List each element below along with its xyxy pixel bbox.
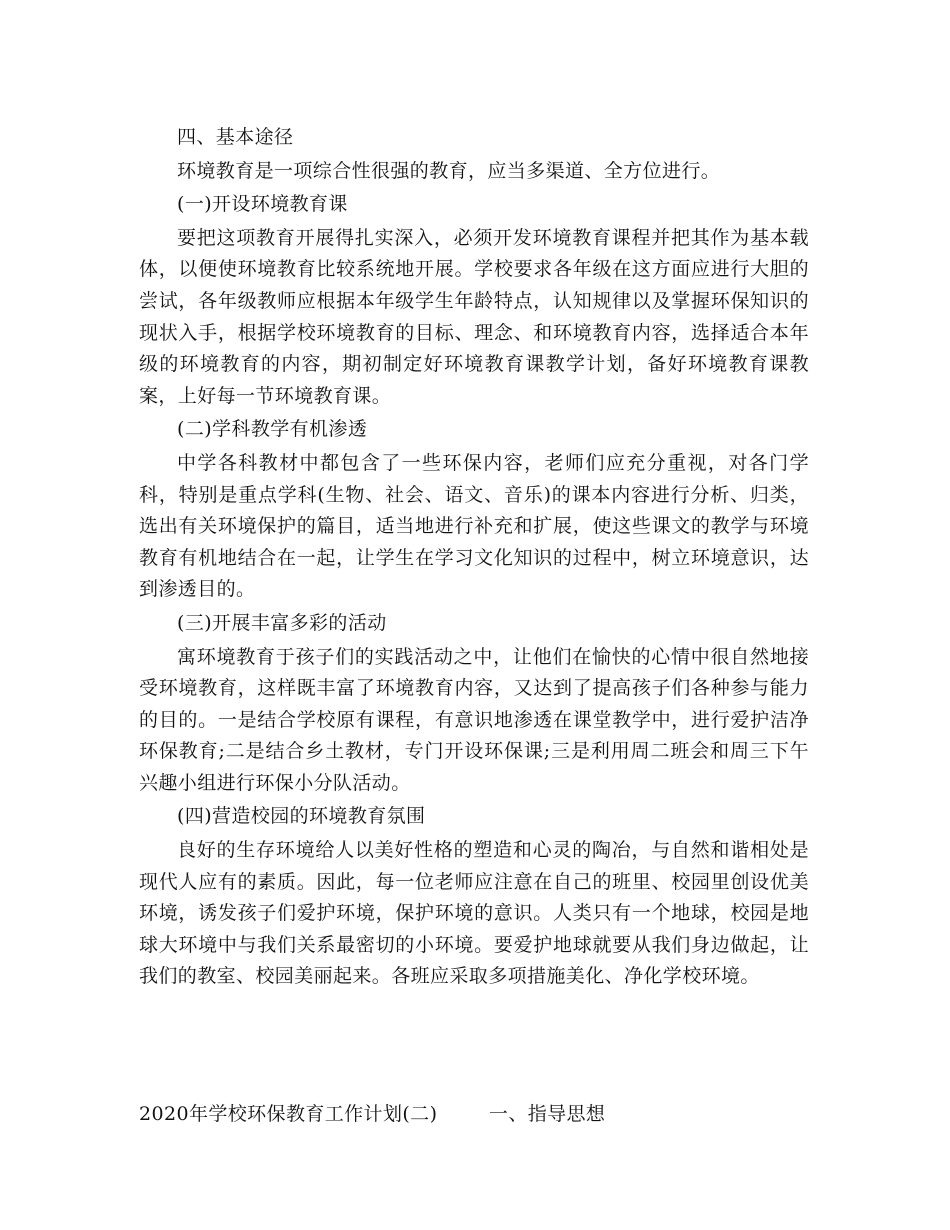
subheading-subject-integration: (二)学科教学有机渗透 [177,418,368,441]
subheading-environment-course: (一)开设环境教育课 [177,193,348,216]
paragraph-subject-integration: 中学各科教材中都包含了一些环保内容，老师们应充分重视，对各门学科，特别是重点学科(生物、社会、语文、音乐)的课本内容进行分析、归类，选出有关环境保护的篇目，适当地进行补充和扩展，使这些课文的教学与环境教育有机地结合在一起，让学生在学习文化知识的过程中，树立环境意识，达到渗透目的。 [139,451,809,601]
next-plan-first-heading: 一、指导思想 [488,1103,606,1125]
subheading-campus-atmosphere: (四)营造校园的环境教育氛围 [177,805,426,828]
document-body [139,116,809,993]
section-heading-basic-approach: 四、基本途径 [177,126,294,148]
paragraph-campus-atmosphere: 良好的生存环境给人以美好性格的塑造和心灵的陶冶，与自然和谐相处是现代人应有的素质。因此，每一位老师应注意在自己的班里、校园里创设优美环境，诱发孩子们爱护环境，保护环境的意识。人类只有一个地球，校园是地球大环境中与我们关系最密切的小环境。要爱护地球就要从我们身边做起，让我们的教室、校园美丽起来。各班应采取多项措施美化、净化学校环境。 [139,839,809,988]
next-plan-line [139,1099,809,1131]
subheading-activities: (三)开展丰富多彩的活动 [177,611,387,634]
paragraph-environment-course: 要把这项教育开展得扎实深入，必须开发环境教育课程并把其作为基本载体，以便使环境教育比较系统地开展。学校要求各年级在这方面应进行大胆的尝试，各年级教师应根据本年级学生年龄特点，认知规律以及掌握环保知识的现状入手，根据学校环境教育的目标、理念、和环境教育内容，选择适合本年级的环境教育的内容，期初制定好环境教育课教学计划，备好环境教育课教案，上好每一节环境教育课。 [139,226,809,407]
paragraph-intro: 环境教育是一项综合性很强的教育，应当多渠道、全方位进行。 [177,159,721,182]
paragraph-activities: 寓环境教育于孩子们的实践活动之中，让他们在愉快的心情中很自然地接受环境教育，这样既丰富了环境教育内容，又达到了提高孩子们各种参与能力的目的。一是结合学校原有课程，有意识地渗透在课堂教学中，进行爱护洁净环保教育;二是结合乡土教材，专门开设环保课;三是利用周二班会和周三下午兴趣小组进行环保小分队活动。 [139,645,809,794]
next-plan-gap [437,1103,489,1125]
next-plan-title: 2020年学校环保教育工作计划(二) [139,1103,438,1125]
